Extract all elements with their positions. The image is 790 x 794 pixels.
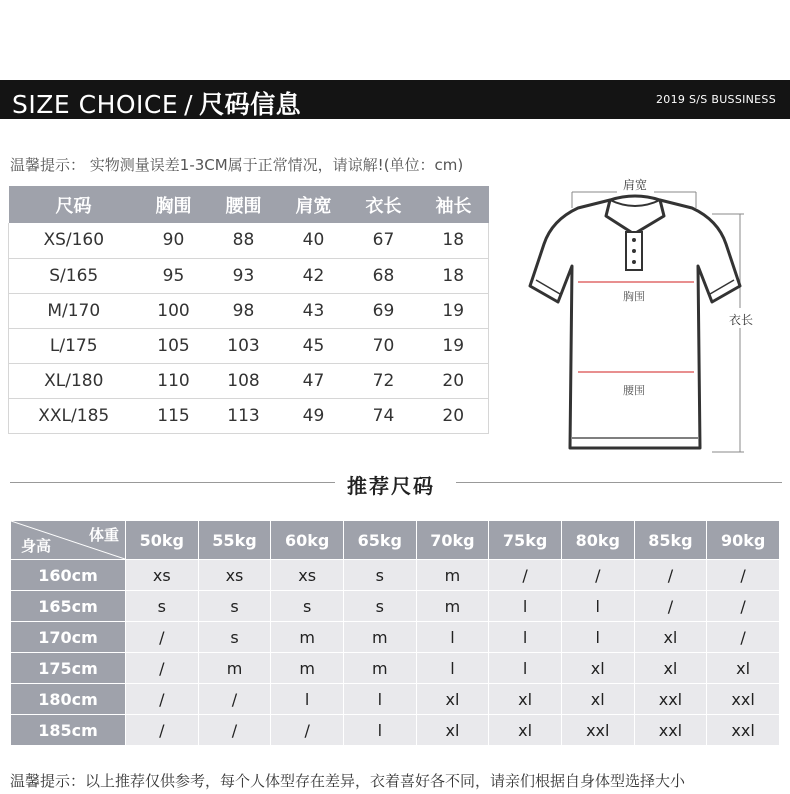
recommended-size-cell: s (126, 591, 198, 621)
size-table-row (9, 293, 489, 328)
measurement-cell: 67 (349, 223, 419, 258)
weight-header: 85kg (635, 521, 707, 559)
measurement-cell: 95 (139, 258, 209, 293)
size-table-row (9, 258, 489, 293)
measurement-cell: 93 (209, 258, 279, 293)
measurement-cell: 20 (419, 398, 489, 433)
size-table-header: 胸围 (139, 186, 209, 223)
measurement-cell: 43 (279, 293, 349, 328)
recommended-size-cell: / (635, 591, 707, 621)
weight-header: 60kg (271, 521, 343, 559)
height-header: 160cm (11, 560, 125, 590)
banner-season-label: 2019 S/S BUSSINESS (655, 93, 776, 106)
height-header: 175cm (11, 653, 125, 683)
banner-title-cn: 尺码信息 (199, 90, 302, 119)
recommended-size-cell: xxl (707, 715, 779, 745)
recommended-size-cell: / (489, 560, 561, 590)
recommended-size-cell: l (417, 622, 489, 652)
recommended-size-cell: xxl (635, 715, 707, 745)
recommended-size-cell: l (417, 653, 489, 683)
measurement-cell: 110 (139, 363, 209, 398)
recommended-size-cell: xl (707, 653, 779, 683)
recommended-size-cell: xl (635, 622, 707, 652)
header-banner (0, 80, 790, 119)
recommend-table (10, 520, 780, 746)
recommended-size-cell: s (344, 560, 416, 590)
recommend-row (11, 591, 779, 621)
recommended-size-cell: / (126, 715, 198, 745)
banner-title-en: SIZE CHOICE (12, 90, 179, 119)
height-axis-label: 身高 (21, 537, 52, 555)
size-table-row (9, 363, 489, 398)
weight-header: 90kg (707, 521, 779, 559)
shirt-diagram (522, 168, 790, 458)
recommended-size-cell: l (562, 622, 634, 652)
recommended-size-cell: l (344, 715, 416, 745)
banner-title (12, 85, 301, 121)
size-table-row (9, 223, 489, 258)
size-cell: S/165 (9, 258, 139, 293)
height-header: 185cm (11, 715, 125, 745)
height-header: 180cm (11, 684, 125, 714)
length-label: 衣长 (728, 313, 754, 327)
recommend-row (11, 622, 779, 652)
recommended-size-cell: xxl (707, 684, 779, 714)
measurement-cell: 108 (209, 363, 279, 398)
recommended-size-cell: / (707, 622, 779, 652)
banner-separator: / (184, 90, 194, 119)
measurement-cell: 74 (349, 398, 419, 433)
measurement-cell: 70 (349, 328, 419, 363)
recommended-size-cell: / (199, 715, 271, 745)
recommended-size-cell: xxl (635, 684, 707, 714)
size-cell: XS/160 (9, 223, 139, 258)
size-table-header: 腰围 (209, 186, 279, 223)
size-table-header: 袖长 (419, 186, 489, 223)
weight-header: 50kg (126, 521, 198, 559)
measurement-cell: 88 (209, 223, 279, 258)
measurement-cell: 115 (139, 398, 209, 433)
weight-header: 75kg (489, 521, 561, 559)
weight-header: 70kg (417, 521, 489, 559)
recommended-size-cell: xl (562, 653, 634, 683)
recommended-size-cell: s (344, 591, 416, 621)
recommended-size-cell: m (199, 653, 271, 683)
shoulder-width-label: 肩宽 (622, 178, 648, 192)
size-cell: XL/180 (9, 363, 139, 398)
divider-left (10, 482, 335, 483)
measurement-cell: 49 (279, 398, 349, 433)
weight-header: 65kg (344, 521, 416, 559)
measurement-cell: 90 (139, 223, 209, 258)
recommended-size-cell: l (562, 591, 634, 621)
measurement-cell: 72 (349, 363, 419, 398)
size-table-header: 肩宽 (279, 186, 349, 223)
measurement-cell: 42 (279, 258, 349, 293)
weight-header: 55kg (199, 521, 271, 559)
measurement-cell: 98 (209, 293, 279, 328)
recommend-row (11, 684, 779, 714)
recommended-size-cell: m (417, 560, 489, 590)
recommended-size-cell: l (271, 684, 343, 714)
measurement-cell: 47 (279, 363, 349, 398)
measurement-cell: 113 (209, 398, 279, 433)
recommended-size-cell: xl (417, 715, 489, 745)
height-header: 165cm (11, 591, 125, 621)
corner-cell (11, 521, 125, 559)
recommend-note: 温馨提示：以上推荐仅供参考，每个人体型存在差异，衣着喜好各不同，请亲们根据自身体型选择大小 (10, 772, 686, 790)
recommend-row (11, 560, 779, 590)
size-table-header: 衣长 (349, 186, 419, 223)
recommended-size-cell: / (707, 560, 779, 590)
recommended-size-cell: l (489, 653, 561, 683)
size-table-body (9, 223, 489, 433)
measurement-cell: 103 (209, 328, 279, 363)
size-table-header-row (9, 186, 489, 223)
measurement-cell: 69 (349, 293, 419, 328)
recommended-size-cell: xl (489, 715, 561, 745)
recommended-size-cell: / (126, 684, 198, 714)
measurement-cell: 18 (419, 258, 489, 293)
size-table-row (9, 328, 489, 363)
divider-right (456, 482, 782, 483)
recommended-size-cell: / (635, 560, 707, 590)
measurement-cell: 20 (419, 363, 489, 398)
polo-shirt-illustration (522, 168, 790, 458)
recommended-size-cell: s (199, 591, 271, 621)
recommended-size-cell: / (126, 622, 198, 652)
recommended-size-cell: m (417, 591, 489, 621)
measurement-cell: 68 (349, 258, 419, 293)
recommended-size-cell: l (344, 684, 416, 714)
recommended-size-cell: m (344, 622, 416, 652)
waist-label: 腰围 (623, 384, 645, 397)
weight-axis-label: 体重 (88, 526, 119, 544)
recommend-title: 推荐尺码 (347, 474, 435, 498)
recommended-size-cell: xl (635, 653, 707, 683)
recommended-size-cell: / (707, 591, 779, 621)
recommended-size-cell: / (126, 653, 198, 683)
measurement-note: 温馨提示： 实物测量误差1-3CM属于正常情况，请谅解!(单位：cm) (10, 156, 464, 174)
recommended-size-cell: m (271, 653, 343, 683)
weight-header: 80kg (562, 521, 634, 559)
measurement-cell: 45 (279, 328, 349, 363)
measurement-cell: 100 (139, 293, 209, 328)
recommended-size-cell: m (344, 653, 416, 683)
measurement-cell: 19 (419, 293, 489, 328)
recommended-size-cell: xxl (562, 715, 634, 745)
height-header: 170cm (11, 622, 125, 652)
recommended-size-cell: s (199, 622, 271, 652)
measurement-cell: 19 (419, 328, 489, 363)
recommended-size-cell: / (199, 684, 271, 714)
recommended-size-cell: s (271, 591, 343, 621)
recommended-size-cell: xl (489, 684, 561, 714)
recommended-size-cell: xl (562, 684, 634, 714)
recommended-size-cell: m (271, 622, 343, 652)
size-table (8, 186, 489, 434)
recommend-row (11, 715, 779, 745)
size-cell: XXL/185 (9, 398, 139, 433)
size-table-row (9, 398, 489, 433)
size-table-header: 尺码 (9, 186, 139, 223)
recommended-size-cell: xs (199, 560, 271, 590)
measurement-cell: 40 (279, 223, 349, 258)
recommended-size-cell: l (489, 622, 561, 652)
measurement-cell: 105 (139, 328, 209, 363)
chest-label: 胸围 (623, 290, 645, 303)
recommended-size-cell: xl (417, 684, 489, 714)
measurement-cell: 18 (419, 223, 489, 258)
recommend-table-body (11, 560, 779, 745)
size-cell: M/170 (9, 293, 139, 328)
recommended-size-cell: l (489, 591, 561, 621)
size-cell: L/175 (9, 328, 139, 363)
recommend-row (11, 653, 779, 683)
recommended-size-cell: xs (271, 560, 343, 590)
recommended-size-cell: xs (126, 560, 198, 590)
recommended-size-cell: / (562, 560, 634, 590)
recommend-header-row (11, 521, 779, 559)
recommended-size-cell: / (271, 715, 343, 745)
